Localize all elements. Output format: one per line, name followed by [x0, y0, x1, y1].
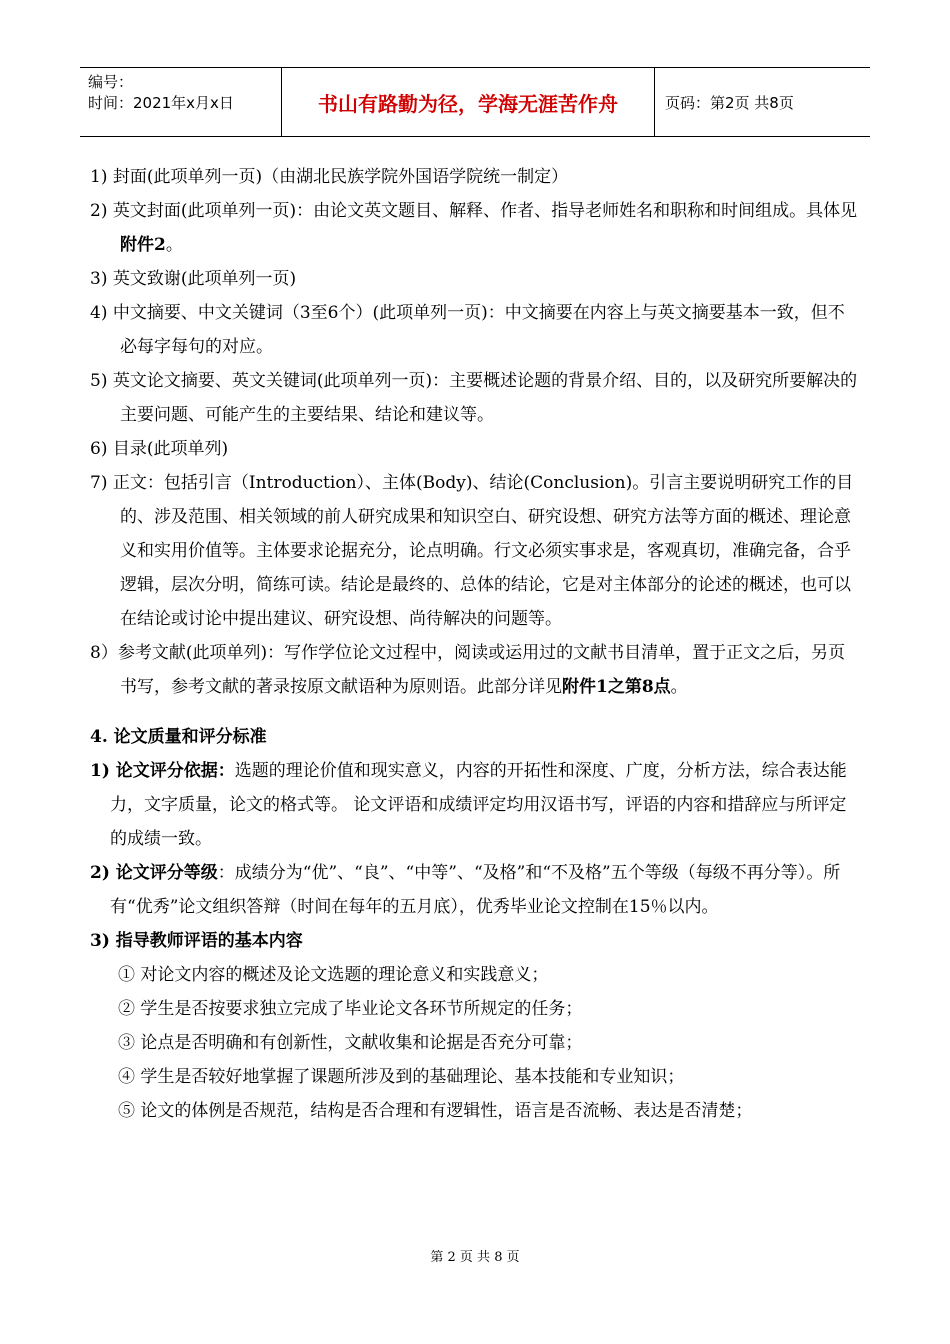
- criteria-paragraph: 1) 论文评分依据：选题的理论价值和现实意义，内容的开拓性和深度、广度，分析方法，综合表达能力，文字质量，论文的格式等。 论文评语和成绩评定均用汉语书写，评语的内容和措辞应与所评定的成绩一致。: [90, 761, 847, 849]
- section-title: 4. 论文质量和评分标准: [90, 727, 267, 747]
- list-item: 3) 英文致谢(此项单列一页): [90, 269, 297, 289]
- sub-item: ④ 学生是否较好地掌握了课题所涉及到的基础理论、基本技能和专业知识；: [118, 1067, 685, 1087]
- sub-item: ① 对论文内容的概述及论文选题的理论意义和实践意义；: [118, 965, 549, 985]
- header-meta: [80, 68, 282, 136]
- list-item: 5) 英文论文摘要、英文关键词(此项单列一页)：主要概述论题的背景介绍、目的，以及研究所要解决的主要问题、可能产生的主要结果、结论和建议等。: [90, 371, 858, 425]
- grading-paragraph: 2) 论文评分等级：成绩分为“优”、“良”、“中等”、“及格”和“不及格”五个等级（每级不再分等）。所有“优秀”论文组织答辩（时间在每年的五月底），优秀毕业论文控制在15％以内。: [90, 863, 841, 917]
- list-item: 7) 正文：包括引言（Introduction）、主体(Body)、结论(Conclusion)。引言主要说明研究工作的目的、涉及范围、相关领域的前人研究成果和知识空白、研究设想、研究方法等方面的概述、理论意义和实用价值等。主体要求论据充分，论点明确。行文必须实事求是，客观真切，准确完备，合乎逻辑，层次分明，简练可读。结论是最终的、总体的结论，它是对主体部分的论述的概述，也可以在结论或讨论中提出建议、研究设想、尚待解决的问题等。: [90, 473, 854, 629]
- list-item: 2) 英文封面(此项单列一页)：由论文英文题目、解释、作者、指导老师姓名和职称和时间组成。具体见附件2。: [90, 201, 858, 255]
- sub-item: ③ 论点是否明确和有创新性，文献收集和论据是否充分可靠；: [118, 1033, 583, 1053]
- document-body: [90, 160, 860, 1128]
- sub-item: ⑤ 论文的体例是否规范，结构是否合理和有逻辑性，语言是否流畅、表达是否清楚；: [118, 1101, 753, 1121]
- list-item: 6) 目录(此项单列): [90, 439, 229, 459]
- header-motto: 书山有路勤为径，学海无涯苦作舟: [282, 68, 655, 136]
- list-item: 4) 中文摘要、中文关键词（3至6个）(此项单列一页)：中文摘要在内容上与英文摘要基本一致，但不必每字每句的对应。: [90, 303, 845, 357]
- page-footer: 第 2 页 共 8 页: [430, 1250, 520, 1265]
- list-item: 1) 封面(此项单列一页)（由湖北民族学院外国语学院统一制定）: [90, 167, 569, 187]
- header-page-info: 页码：第2页 共8页: [665, 93, 794, 112]
- date-label: 时间：2021年x月x日: [88, 94, 234, 112]
- list-item: 8）参考文献(此项单列)：写作学位论文过程中，阅读或运用过的文献书目清单，置于正文之后，另页书写，参考文献的著录按原文献语种为原则语。此部分详见附件1之第8点。: [90, 643, 846, 697]
- number-label: 编号：: [88, 73, 134, 91]
- header-table: [80, 67, 870, 137]
- sub-item: ② 学生是否按要求独立完成了毕业论文各环节所规定的任务；: [118, 999, 583, 1019]
- comment-heading: 3) 指导教师评语的基本内容: [90, 931, 303, 951]
